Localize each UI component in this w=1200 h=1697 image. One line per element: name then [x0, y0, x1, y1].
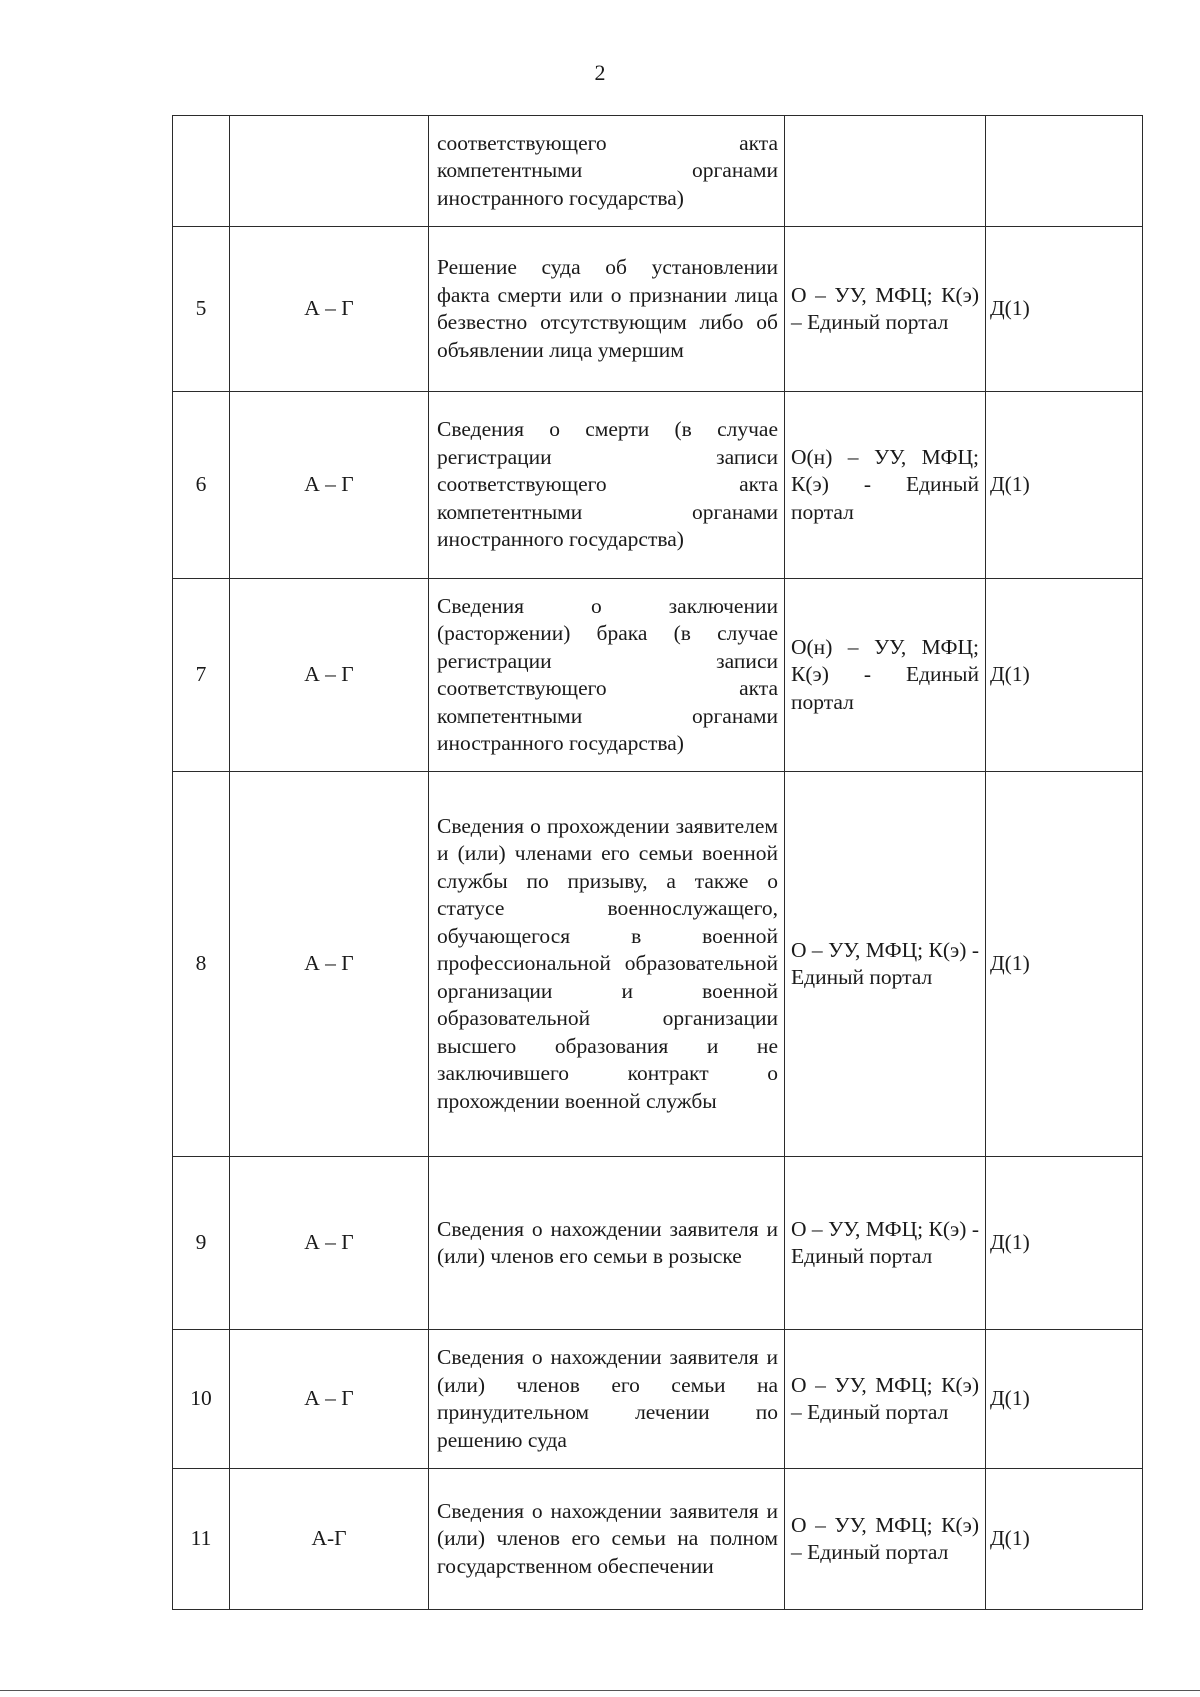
category-code: А – Г	[230, 1157, 429, 1330]
category-code: А – Г	[230, 227, 429, 392]
row-number: 5	[173, 227, 230, 392]
document-form: Д(1)	[986, 1330, 1143, 1469]
document-description: Сведения о нахождении заявителя и (или) членов его семьи на полном государственном обеспечении	[429, 1469, 785, 1610]
category-code: А – Г	[230, 579, 429, 772]
table-row	[173, 1157, 1143, 1330]
category-code: А – Г	[230, 392, 429, 579]
document-description: Решение суда об установлении факта смерти или о признании лица безвестно отсутствующим либо об объявлении лица умершим	[429, 227, 785, 392]
table-row	[173, 1469, 1143, 1610]
table-row	[173, 772, 1143, 1157]
category-code: А – Г	[230, 772, 429, 1157]
document-description: Сведения о заключении (расторжении) брака (в случае регистрации записи соответствующего акта компетентными органами иностранного государства)	[429, 579, 785, 772]
page-number: 2	[594, 60, 606, 85]
submission-channels: О – УУ, МФЦ; К(э) - Единый портал	[785, 772, 986, 1157]
category-code	[230, 116, 429, 227]
document-description: Сведения о нахождении заявителя и (или) членов его семьи на принудительном лечении по решению суда	[429, 1330, 785, 1469]
document-description: Сведения о нахождении заявителя и (или) членов его семьи в розыске	[429, 1157, 785, 1330]
category-code: А-Г	[230, 1469, 429, 1610]
row-number	[173, 116, 230, 227]
document-form: Д(1)	[986, 392, 1143, 579]
document-form	[986, 116, 1143, 227]
bottom-rule	[0, 1690, 1200, 1691]
submission-channels: О – УУ, МФЦ; К(э) – Единый портал	[785, 1469, 986, 1610]
submission-channels	[785, 116, 986, 227]
document-form: Д(1)	[986, 772, 1143, 1157]
submission-channels: О – УУ, МФЦ; К(э) - Единый портал	[785, 1157, 986, 1330]
table-row	[173, 392, 1143, 579]
table-row	[173, 116, 1143, 227]
documents-table	[172, 115, 1143, 1610]
row-number: 11	[173, 1469, 230, 1610]
submission-channels: О(н) – УУ, МФЦ; К(э) - Единый портал	[785, 392, 986, 579]
document-form: Д(1)	[986, 1157, 1143, 1330]
document-description: соответствующего акта компетентными органами иностранного государства)	[429, 116, 785, 227]
table-row	[173, 227, 1143, 392]
row-number: 10	[173, 1330, 230, 1469]
table-row	[173, 1330, 1143, 1469]
document-description: Сведения о смерти (в случае регистрации записи соответствующего акта компетентными органами иностранного государства)	[429, 392, 785, 579]
submission-channels: О – УУ, МФЦ; К(э) – Единый портал	[785, 227, 986, 392]
category-code: А – Г	[230, 1330, 429, 1469]
row-number: 9	[173, 1157, 230, 1330]
row-number: 8	[173, 772, 230, 1157]
document-form: Д(1)	[986, 1469, 1143, 1610]
row-number: 7	[173, 579, 230, 772]
document-form: Д(1)	[986, 579, 1143, 772]
submission-channels: О – УУ, МФЦ; К(э) – Единый портал	[785, 1330, 986, 1469]
document-description: Сведения о прохождении заявителем и (или) членами его семьи военной службы по призыву, а также о статусе военнослужащего, обучающегося в военной профессиональной образовательной организации и военной образовательной организации высшего образования и не заключившего контракт о прохождении военной службы	[429, 772, 785, 1157]
row-number: 6	[173, 392, 230, 579]
submission-channels: О(н) – УУ, МФЦ; К(э) - Единый портал	[785, 579, 986, 772]
table-row	[173, 579, 1143, 772]
document-form: Д(1)	[986, 227, 1143, 392]
